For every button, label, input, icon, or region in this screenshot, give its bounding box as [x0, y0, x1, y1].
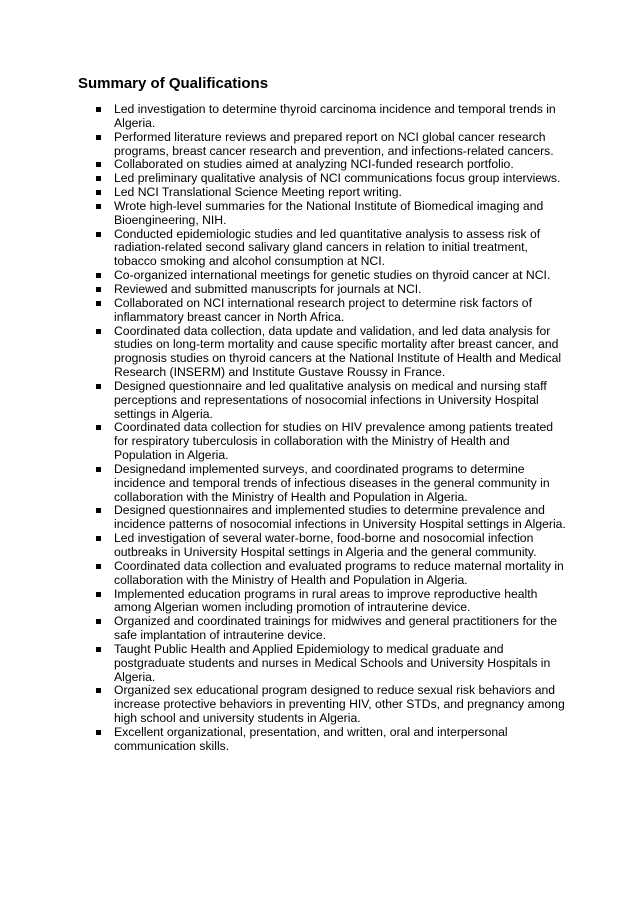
qualification-item [96, 103, 566, 131]
qualification-text: Led investigation of several water-borne, food-borne and nosocomial infection outbreaks in University Hospital settings in Algeria and the general community. [114, 531, 537, 559]
qualification-item [96, 504, 566, 532]
square-bullet-icon [96, 162, 101, 167]
square-bullet-icon [96, 135, 101, 140]
square-bullet-icon [96, 730, 101, 735]
qualification-item [96, 380, 566, 422]
qualification-item [96, 421, 566, 463]
qualification-text: Reviewed and submitted manuscripts for journals at NCI. [114, 281, 422, 296]
square-bullet-icon [96, 688, 101, 693]
qualification-item [96, 588, 566, 616]
qualification-item [96, 684, 566, 726]
qualification-text: Excellent organizational, presentation, and written, oral and interpersonal communication skills. [114, 724, 508, 753]
qualification-text: Designed questionnaires and implemented studies to determine prevalence and incidence patterns of nosocomial infections in University Hospital settings in Algeria. [114, 503, 566, 532]
square-bullet-icon [96, 190, 101, 195]
qualification-text: Coordinated data collection for studies on HIV prevalence among patients treated for respiratory tuberculosis in collaboration with the Ministry of Health and Population in Algeria. [114, 420, 554, 463]
qualification-item [96, 269, 566, 283]
qualification-item [96, 228, 566, 270]
square-bullet-icon [96, 273, 101, 278]
qualification-item [96, 325, 566, 380]
qualification-text: Led NCI Translational Science Meeting report writing. [114, 185, 402, 200]
square-bullet-icon [96, 467, 101, 472]
qualification-item [96, 131, 566, 159]
qualifications-list [96, 103, 566, 754]
square-bullet-icon [96, 425, 101, 430]
qualification-text: Led preliminary qualitative analysis of NCI communications focus group interviews. [114, 171, 561, 186]
section-title: Summary of Qualifications [78, 75, 269, 92]
square-bullet-icon [96, 176, 101, 181]
qualification-item [96, 172, 566, 186]
qualification-text: Wrote high-level summaries for the National Institute of Biomedical imaging and Bioengineering, NIH. [114, 198, 544, 227]
qualification-item [96, 615, 566, 643]
qualification-text: Organized sex educational program designed to reduce sexual risk behaviors and increase protective behaviors in preventing HIV, other STDs, and pregnancy among high school and university students in Algeria. [114, 683, 565, 726]
qualification-text: Coordinated data collection, data update and validation, and led data analysis for studies on long-term mortality and cause specific mortality after breast cancer, and prognosis studies on thyroid cancers at the National Institute of Health and Medical Research (INSERM) and Institute Gustave Roussy in France. [114, 323, 562, 380]
qualification-text: Conducted epidemiologic studies and led quantitative analysis to assess risk of radiation-related second salivary gland cancers in relation to initial treatment, tobacco smoking and alcohol consumption at NCI. [114, 226, 541, 269]
square-bullet-icon [96, 536, 101, 541]
qualification-item [96, 283, 566, 297]
qualification-item [96, 158, 566, 172]
square-bullet-icon [96, 301, 101, 306]
square-bullet-icon [96, 329, 101, 334]
qualification-text: Co-organized international meetings for genetic studies on thyroid cancer at NCI. [114, 268, 551, 283]
qualification-text: Taught Public Health and Applied Epidemiology to medical graduate and postgraduate students and nurses in Medical Schools and University Hospitals in Algeria. [114, 641, 551, 684]
square-bullet-icon [96, 287, 101, 292]
square-bullet-icon [96, 592, 101, 597]
qualification-item [96, 200, 566, 228]
square-bullet-icon [96, 508, 101, 513]
qualification-text: Organized and coordinated trainings for midwives and general practitioners for the safe implantation of intrauterine device. [114, 614, 558, 643]
qualification-text: Performed literature reviews and prepared report on NCI global cancer research programs, breast cancer research and prevention, and infections-related cancers. [114, 129, 554, 158]
qualification-text: Led investigation to determine thyroid carcinoma incidence and temporal trends in Algeria. [114, 102, 556, 130]
qualification-text: Collaborated on studies aimed at analyzing NCI-funded research portfolio. [114, 157, 514, 172]
qualification-text: Designedand implemented surveys, and coordinated programs to determine incidence and temporal trends of infectious diseases in the general community in collaboration with the Ministry of Health and Population in Algeria. [114, 461, 550, 504]
qualification-item [96, 532, 566, 560]
square-bullet-icon [96, 232, 101, 237]
qualification-item [96, 643, 566, 685]
square-bullet-icon [96, 564, 101, 569]
qualification-item [96, 463, 566, 505]
qualification-text: Designed questionnaire and led qualitative analysis on medical and nursing staff perceptions and representations of nosocomial infections in University Hospital settings in Algeria. [114, 378, 547, 421]
square-bullet-icon [96, 384, 101, 389]
qualification-item [96, 726, 566, 754]
square-bullet-icon [96, 204, 101, 209]
qualification-item [96, 560, 566, 588]
qualification-text: Collaborated on NCI international research project to determine risk factors of inflammatory breast cancer in North Africa. [114, 295, 532, 324]
qualification-item [96, 186, 566, 200]
qualification-text: Implemented education programs in rural areas to improve reproductive health among Algerian women including promotion of intrauterine device. [114, 586, 538, 615]
square-bullet-icon [96, 647, 101, 652]
qualification-item [96, 297, 566, 325]
square-bullet-icon [96, 619, 101, 624]
qualification-text: Coordinated data collection and evaluated programs to reduce maternal mortality in collaboration with the Ministry of Health and Population in Algeria. [114, 558, 564, 587]
square-bullet-icon [96, 107, 101, 112]
